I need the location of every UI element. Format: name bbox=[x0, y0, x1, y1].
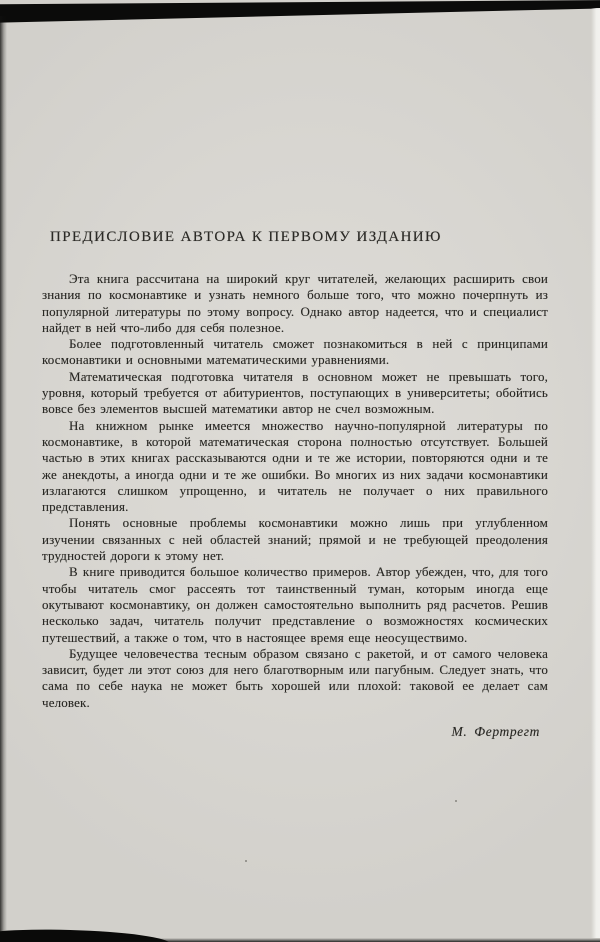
preface-paragraph: Более подготовленный читатель сможет познакомиться в ней с принципами космонавтики и основными математическими уравнениями. bbox=[42, 336, 548, 368]
paper-speck bbox=[455, 800, 457, 802]
preface-paragraph: В книге приводится большое количество примеров. Автор убежден, что, для того чтобы читатель смог рассеять тот таинственный туман, которым иногда еще окутывают космонавтику, он должен самостоятельно выполнить ряд расчетов. Решив несколько задач, читатель получит представление о возможностях космических путешествий, а также о том, что в настоящее время еще неосуществимо. bbox=[42, 564, 548, 645]
scan-top-edge bbox=[0, 0, 600, 24]
preface-paragraph: На книжном рынке имеется множество научно-популярной литературы по космонавтике, в которой математическая сторона полностью отсутствует. Большей частью в этих книгах рассказываются одни и те же истории, повторяются одни и те же анекдоты, а иногда одни и те же ошибки. Во многих из них задачи космонавтики излагаются слишком упрощенно, и читатель не получает о них правильного представления. bbox=[42, 417, 548, 515]
paper-speck bbox=[245, 860, 247, 862]
page-title: ПРЕДИСЛОВИЕ АВТОРА К ПЕРВОМУ ИЗДАНИЮ bbox=[50, 229, 442, 245]
page-content bbox=[42, 229, 548, 740]
scan-left-edge bbox=[0, 16, 7, 942]
author-signature: М. Фертрегт bbox=[451, 724, 540, 740]
preface-paragraph: Математическая подготовка читателя в основном может не превышать того, уровня, который требуется от абитуриентов, поступающих в университеты; обойтись вовсе без элементов высшей математики автор не счел возможным. bbox=[42, 368, 548, 417]
scan-bottom-edge bbox=[120, 938, 600, 942]
preface-paragraph: Будущее человечества тесным образом связано с ракетой, и от самого человека зависит, будет ли этот союз для него благотворным или пагубным. Следует знать, что сама по себе наука не может быть хорошей или плохой: таковой ее делает сам человек. bbox=[42, 645, 548, 710]
preface-paragraph: Эта книга рассчитана на широкий круг читателей, желающих расширить свои знания по космонавтике и узнать немного больше того, что можно почерпнуть из популярной литературы по этому вопросу. Однако автор надеется, что и специалист найдет в ней что-либо для себя полезное. bbox=[42, 271, 548, 335]
preface-body bbox=[42, 271, 548, 711]
paper-right-edge bbox=[591, 8, 600, 938]
preface-paragraph: Понять основные проблемы космонавтики можно лишь при углубленном изучении связанных с ней областей знаний; прямой и не требующей преодоления трудностей дороги к этому нет. bbox=[42, 515, 548, 564]
